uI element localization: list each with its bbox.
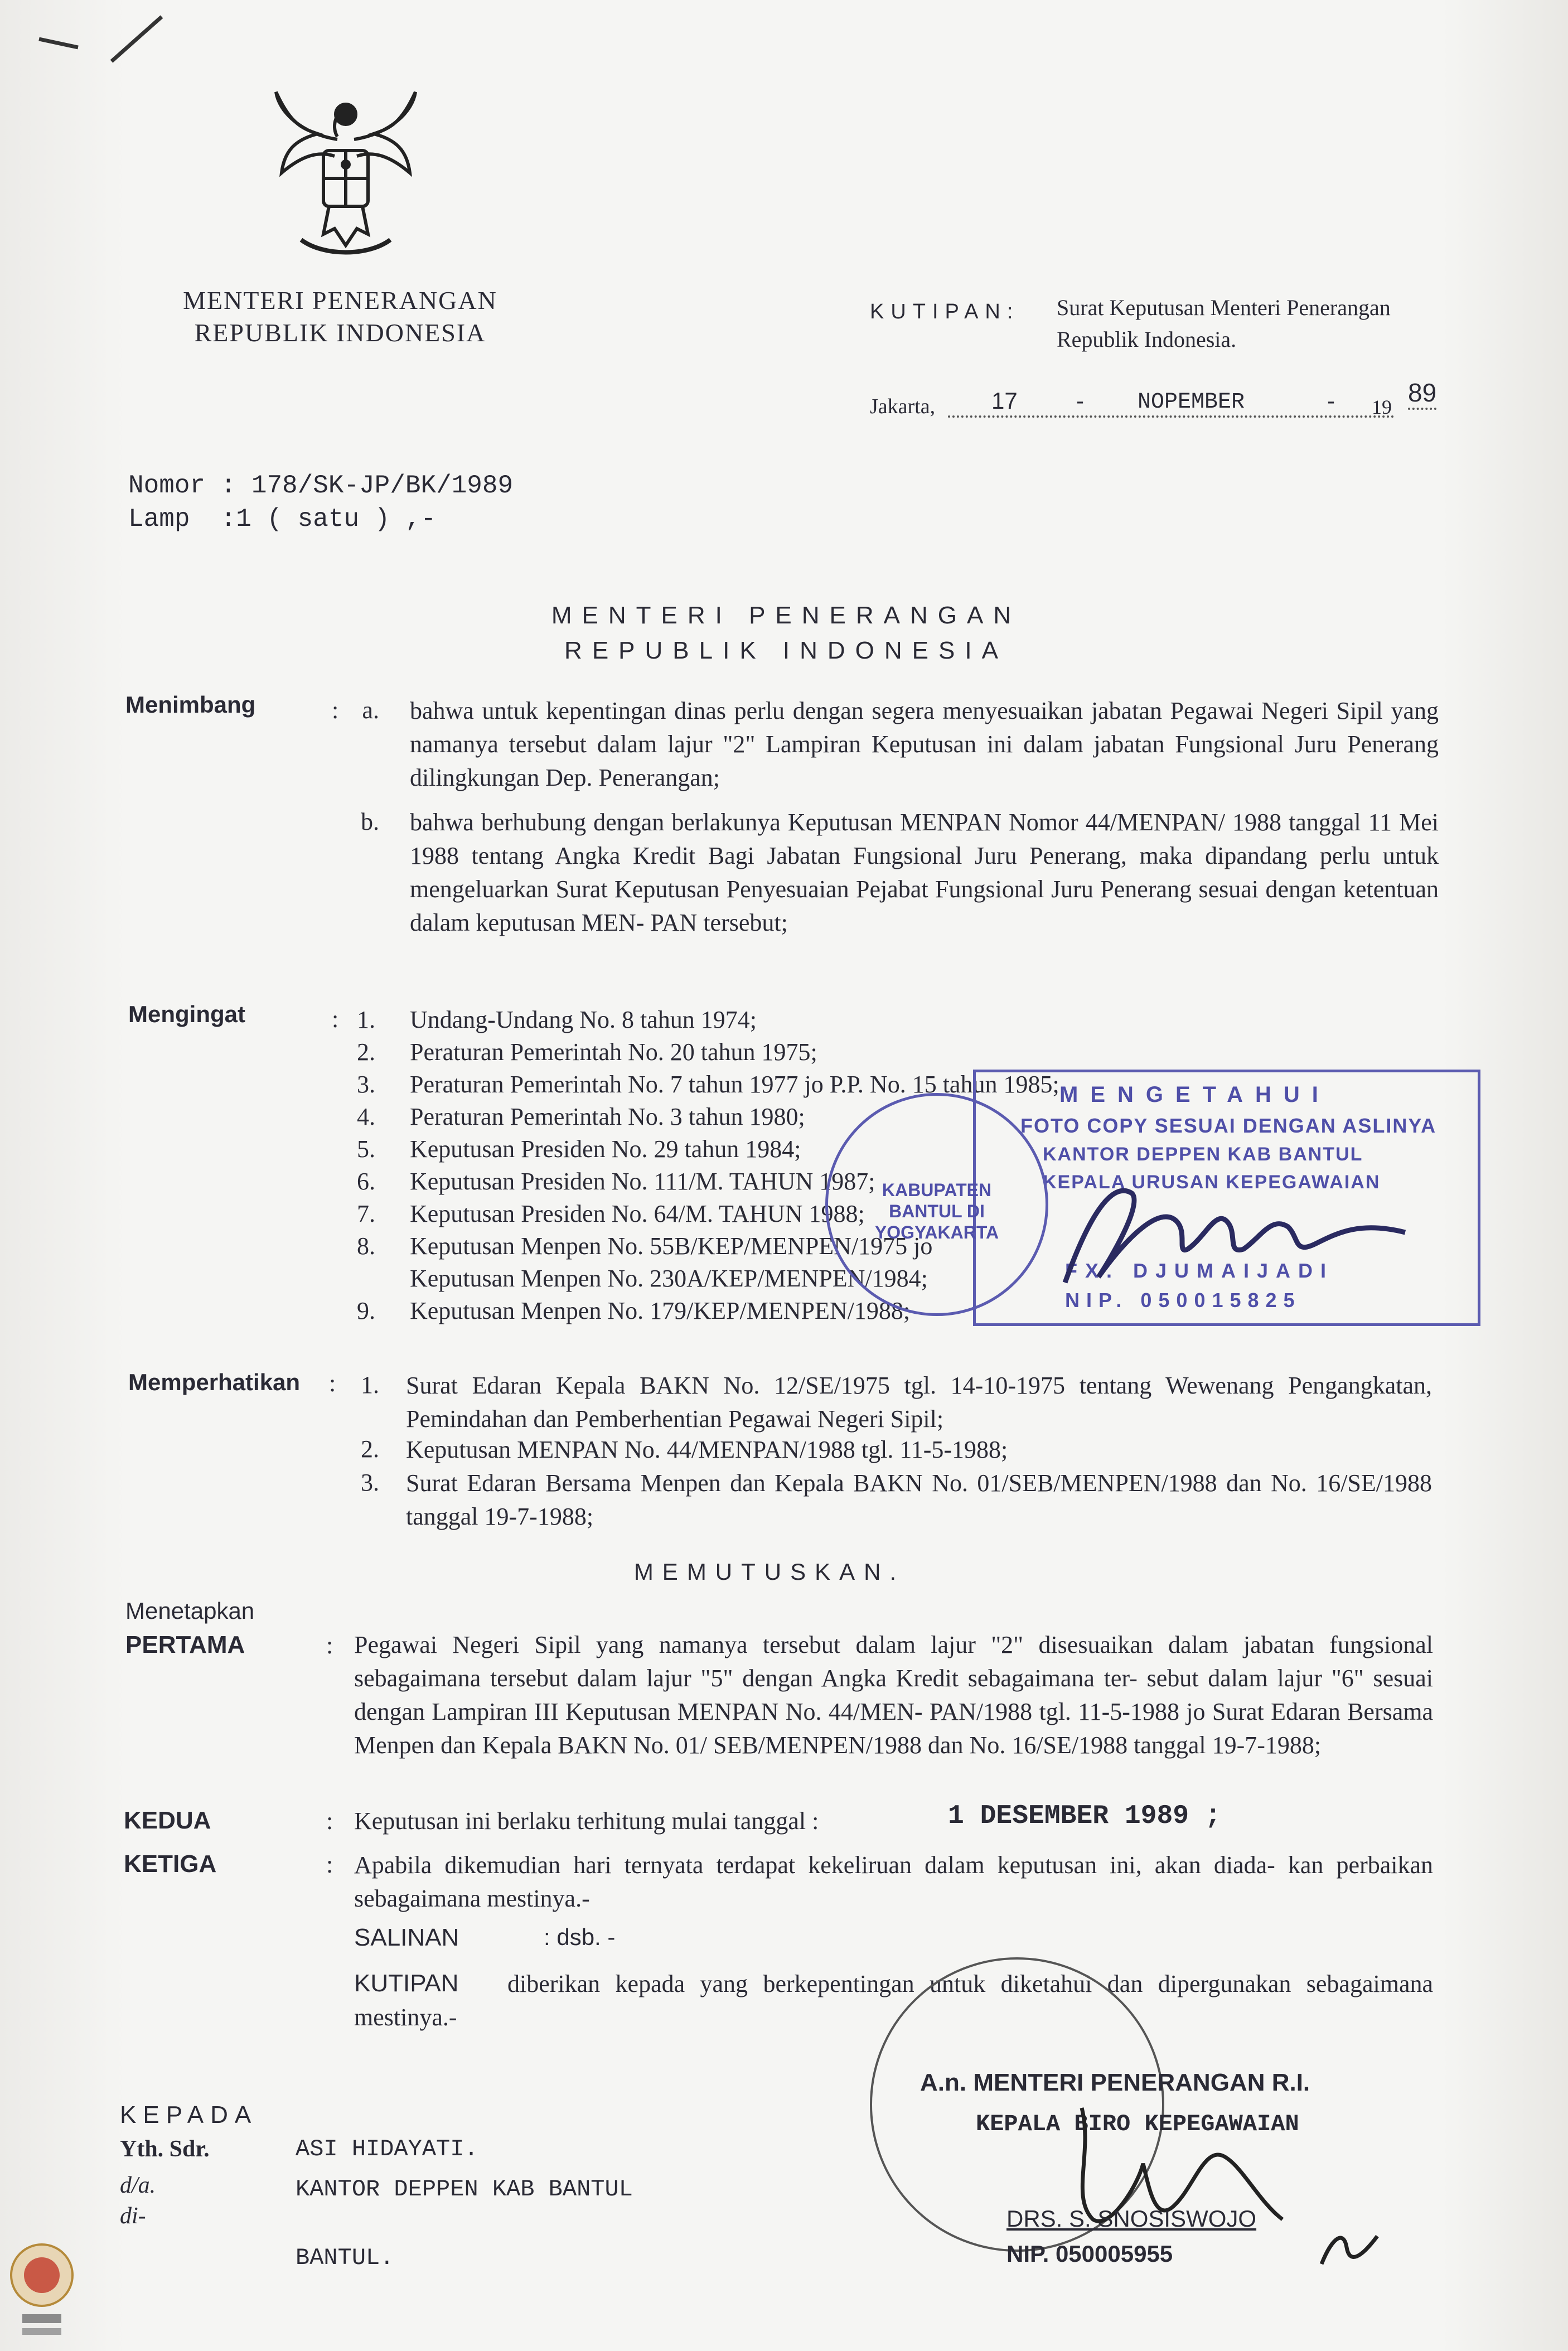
mengingat-item: 2. Peraturan Pemerintah No. 20 tahun 1975; [357, 1038, 817, 1066]
document-page: MENTERI PENERANGAN REPUBLIK INDONESIA KUTIPAN: Surat Keputusan Menteri Penerangan Republik Indonesia. Jakarta, 17 - NOPEMBER - 19 89 Nomor : 178/SK-JP/BK/1989 Lamp :1 ( satu ) ,- MENTERI PENERANGAN REPUBLIK INDONESIA Menimbang : a. bahwa untuk kepentingan dinas perlu dengan segera menyesuaikan jabatan Pegawai Negeri Sipil yang namanya tersebut dalam lajur "2" Lampiran Keputusan ini dalam jabatan Fungsional Juru Penerang dilingkungan Dep. Penerangan; b. bahwa berhubung dengan berlakunya Keputusan MENPAN Nomor 44/MENPAN/ 1988 tanggal 11 Mei 1988 tentang Angka Kredit Bagi Jabatan Fungsional Juru Penerang, maka dipandang perlu untuk mengeluarkan Surat Keputusan Penyesuaian Pejabat Fungsional Juru Penerang sesuai dengan ketentuan dalam keputusan MEN- PAN tersebut; Mengingat : 1. Undang-Undang No. 8 tahun 1974; 2. Peraturan Pemerintah No. 20 tahun 1975; 3. Peraturan Pemerintah No. 7 tahun 1977 jo P.P. No. 15 tahun 1985; 4. Peraturan Pemerintah No. 3 tahun 1980; 5. Keputusan Presiden No. 29 tahun 1984; 6. Keputusan Presiden No. 111/M. TAHUN 1987; 7. Keputusan Presiden No. 64/M. TAHUN 1988; 8. Keputusan Menpen No. 55B/KEP/MENPEN/1975 jo Keputusan Menpen No. 230A/KEP/MENPEN/1984; 9. Keputusan Menpen No. 179/KEP/MENPEN/1988; MENGETAHUI FOTO COPY SESUAI DENGAN ASLINYA KANTOR DEPPEN KAB BANTUL KEPALA URUSAN KEPEGAWAIAN FX. DJUMAIJADI NIP. 050015825 KABUPATEN BANTUL DI YOGYAKARTA Memperhatikan : 1. Surat Edaran Kepala BAKN No. 12/SE/1975 tgl. 14-10-1975 tentang Wewenang Pengangkatan, Pemindahan dan Pemberhentian Pegawai Negeri Sipil; 2. Keputusan MENPAN No. 44/MENPAN/1988 tgl. 11-5-1988; 3. Surat Edaran Bersama Menpen dan Kepala BAKN No. 01/SEB/MENPEN/1988 dan No. 16/SE/1988 tanggal 19-7-1988; MEMUTUSKAN. Menetapkan PERTAMA : Pegawai Negeri Sipil yang namanya tersebut dalam lajur "2" disesuaikan dalam jabatan fungsional sebagaimana tersebut dalam lajur "5" dengan Angka Kredit sebagaimana ter- sebut dalam lajur "6" sesuai dengan Lampiran III Keputusan MENPAN No. 44/MEN- PAN/1988 tgl. 11-5-1988 jo Surat Edaran Bersama Menpen dan Kepala BAKN No. 01/ SEB/MENPEN/1988 dan No. 16/SE/1988 tanggal 19-7-1988; KEDUA : Keputusan ini berlaku terhitung mulai tanggal : 1 DESEMBER 1989 ; KETIGA : Apabila dikemudian hari ternyata terdapat kekeliruan dalam keputusan ini, akan diada- kan perbaikan sebagaimana mestinya.- SALINAN : dsb. - KUTIPAN diberikan kepada yang berkepentingan untuk diketahui dan dipergunakan sebagaimana mestinya.- KEPADA Yth. Sdr. ASI HIDAYATI. d/a. KANTOR DEPPEN KAB BANTUL di- BANTUL. A.n. MENTERI PENERANGAN R.I. KEPALA BIRO KEPEGAWAIAN DRS. S. SNOSISWOJO NIP. 050005955 [0, 0, 1568, 2351]
mengingat-item: 6. Keputusan Presiden No. 111/M. TAHUN 1987; [357, 1168, 875, 1195]
office-round-seal [825, 1093, 1048, 1316]
mengingat-item: 1. Undang-Undang No. 8 tahun 1974; [357, 1006, 757, 1033]
stamp-mengetahui: MENGETAHUI [1059, 1082, 1330, 1107]
mengingat-item: Keputusan Menpen No. 230A/KEP/MENPEN/1984; [410, 1265, 928, 1292]
menimbang-item-b: bahwa berhubung dengan berlakunya Keputusan MENPAN Nomor 44/MENPAN/ 1988 tanggal 11 Mei 1988 tentang Angka Kredit Bagi Jabatan Fungsional Juru Penerang, maka dipandang perlu untuk mengeluarkan Surat Keputusan Penyesuaian Pejabat Fungsional Juru Penerang sesuai dengan ketentuan dalam keputusan MEN- PAN tersebut; [410, 809, 1439, 936]
paraf-mark-icon [1316, 2225, 1383, 2275]
kedua-effective-date: 1 DESEMBER 1989 ; [948, 1801, 1221, 1831]
recipient-name: ASI HIDAYATI. [296, 2136, 478, 2163]
mengingat-item: 5. Keputusan Presiden No. 29 tahun 1984; [357, 1135, 801, 1163]
memperhatikan-label: Memperhatikan [128, 1369, 301, 1395]
pertama-label: PERTAMA [125, 1631, 245, 1658]
kutipan-label: KUTIPAN: [870, 300, 1020, 323]
stamp-officer-nip: NIP. 050015825 [1065, 1289, 1301, 1312]
memperhatikan-item-2: Keputusan MENPAN No. 44/MENPAN/1988 tgl. 11-5-1988; [406, 1436, 1008, 1463]
stamp-line4: KEPALA URUSAN KEPEGAWAIAN [1043, 1172, 1381, 1193]
menimbang-item-a: bahwa untuk kepentingan dinas perlu dengan segera menyesuaikan jabatan Pegawai Negeri Sipil yang namanya tersebut dalam lajur "2" Lampiran Keputusan ini dalam jabatan Fungsional Juru Penerang dilingkungan Dep. Penerangan; [410, 697, 1439, 791]
stamp-line3: KANTOR DEPPEN KAB BANTUL [1043, 1144, 1363, 1165]
signatory-nip: NIP. 050005955 [1006, 2241, 1173, 2267]
salinan-text: : dsb. - [544, 1924, 616, 1950]
memperhatikan-item-3: Surat Edaran Bersama Menpen dan Kepala BAKN No. 01/SEB/MENPEN/1988 dan No. 16/SE/1988 tanggal 19-7-1988; [406, 1469, 1432, 1530]
stamp-officer-name: FX. DJUMAIJADI [1065, 1259, 1334, 1282]
date-dash-2: - [1327, 388, 1335, 414]
decree-title-line1: MENTERI PENERANGAN [551, 602, 1022, 629]
ketiga-label: KETIGA [124, 1850, 217, 1878]
signature-title-line2: KEPALA BIRO KEPEGAWAIAN [976, 2111, 1299, 2137]
pen-mark-icon [33, 6, 178, 67]
kutipan-line2: Republik Indonesia. [1057, 327, 1237, 352]
mengingat-item: 8. Keputusan Menpen No. 55B/KEP/MENPEN/1975 jo [357, 1232, 933, 1260]
decree-title-line2: REPUBLIK INDONESIA [564, 637, 1008, 664]
menimbang-marker-b: b. [361, 808, 379, 835]
stamp-line2: FOTO COPY SESUAI DENGAN ASLINYA [1020, 1114, 1437, 1137]
date-line [870, 378, 1444, 421]
seal-text: KABUPATEN BANTUL DI YOGYAKARTA [874, 1180, 999, 1242]
signature-title-line1: A.n. MENTERI PENERANGAN R.I. [920, 2069, 1310, 2096]
date-place: Jakarta, [870, 395, 936, 418]
recipient-office: KANTOR DEPPEN KAB BANTUL [296, 2176, 633, 2203]
kepada-label: KEPADA [120, 2101, 258, 2129]
salinan-label: SALINAN [354, 1924, 459, 1951]
date-day: 17 [991, 388, 1018, 414]
pertama-text: Pegawai Negeri Sipil yang namanya tersebut dalam lajur "2" disesuaikan dalam jabatan fungsional sebagaimana tersebut dalam lajur "5" dengan Angka Kredit sebagaimana ter- sebut dalam lajur "6" sesuai dengan Lampiran III Keputusan MENPAN No. 44/MEN- PAN/1988 tgl. 11-5-1988 jo Surat Edaran Bersama Menpen dan Kepala BAKN No. 01/ SEB/MENPEN/1988 dan No. 16/SE/1988 tanggal 19-7-1988; [354, 1631, 1433, 1759]
reference-nomor: Nomor : 178/SK-JP/BK/1989 [128, 471, 514, 500]
date-month: NOPEMBER [1138, 390, 1245, 415]
archive-logo-icon [6, 2236, 78, 2342]
reference-lamp: Lamp :1 ( satu ) ,- [128, 505, 437, 534]
kutipan-distribution-text: diberikan kepada yang berkepentingan untuk diketahui dan dipergunakan sebagaimana mestinya.- [354, 1970, 1433, 2031]
memperhatikan-item-1: Surat Edaran Kepala BAKN No. 12/SE/1975 tgl. 14-10-1975 tentang Wewenang Pengangkatan, Pemindahan dan Pemberhentian Pegawai Negeri Sipil; [406, 1372, 1432, 1433]
signatory-name: DRS. S. SNOSISWOJO [1006, 2205, 1257, 2232]
da-label: d/a. [120, 2173, 156, 2198]
date-dash-1: - [1076, 388, 1084, 414]
memperhatikan-marker-2: 2. [361, 1435, 379, 1463]
kutipan-line1: Surat Keputusan Menteri Penerangan [1057, 295, 1391, 320]
date-year: 89 [1408, 378, 1436, 410]
memperhatikan-marker-1: 1. [361, 1371, 379, 1399]
ketiga-text: Apabila dikemudian hari ternyata terdapat kekeliruan dalam keputusan ini, akan diada- kan perbaikan sebagaimana mestinya.- [354, 1851, 1433, 1912]
mengingat-label: Mengingat [128, 1001, 245, 1027]
menimbang-marker-a: a. [362, 696, 379, 724]
mengingat-item: 9. Keputusan Menpen No. 179/KEP/MENPEN/1988; [357, 1297, 911, 1324]
yth-label: Yth. Sdr. [120, 2136, 210, 2162]
memutuskan-heading: MEMUTUSKAN. [633, 1559, 906, 1585]
ministry-name-line1: MENTERI PENERANGAN [183, 286, 497, 315]
ministry-name-line2: REPUBLIK INDONESIA [194, 318, 486, 347]
garuda-emblem-icon [268, 89, 424, 268]
date-century: 19 [1372, 396, 1392, 418]
kedua-text: Keputusan ini berlaku terhitung mulai tanggal : [354, 1807, 819, 1835]
kutipan-distribution-label: KUTIPAN [354, 1970, 459, 1997]
recipient-city: BANTUL. [296, 2244, 394, 2271]
mengingat-item: 4. Peraturan Pemerintah No. 3 tahun 1980; [357, 1103, 805, 1130]
mengingat-item: 7. Keputusan Presiden No. 64/M. TAHUN 1988; [357, 1200, 865, 1227]
menetapkan-label: Menetapkan [125, 1598, 255, 1624]
menimbang-label: Menimbang [125, 691, 256, 718]
kedua-label: KEDUA [124, 1807, 211, 1834]
memperhatikan-marker-3: 3. [361, 1469, 379, 1496]
mengingat-item: 3. Peraturan Pemerintah No. 7 tahun 1977 jo P.P. No. 15 tahun 1985; [357, 1071, 1059, 1098]
di-label: di- [120, 2203, 146, 2229]
verification-signature-icon [1048, 1171, 1416, 1299]
